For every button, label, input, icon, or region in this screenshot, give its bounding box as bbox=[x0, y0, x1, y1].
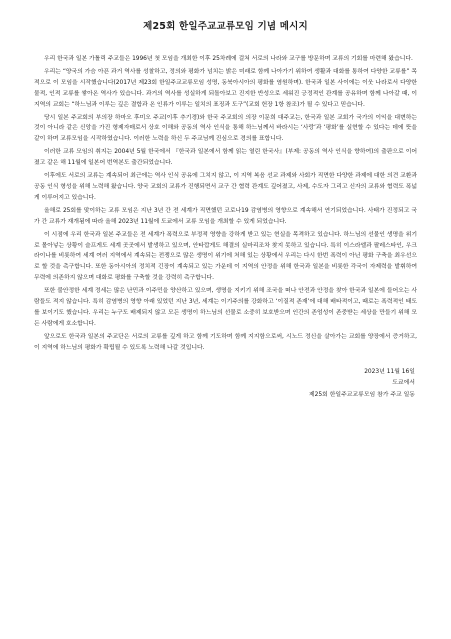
document-signatory: 제25회 한일주교교류모임 참가 주교 일동 bbox=[308, 391, 415, 398]
paragraph: 이후에도 서로의 교류는 계속되어 최근에는 역사 인식 공유에 그치지 않고, 이 지역 복음 선교 과제와 사회가 직면한 다양한 과제에 대한 의견 교환과 공동 인식 형성을 위해 노력해 왔습니다. 양국 교회의 교류가 진행되면서 교구 간 협력 관계도 깊어졌고, 사제, 수도자 그리고 신자의 교류와 협력도 폭넓게 이루어지고 있습니다. bbox=[34, 173, 417, 201]
paragraph: 올해로 25회를 맞이하는 교류 모임은 지난 3년 간 전 세계가 직면했던 코로나19 감염병의 영향으로 계속해서 연기되었습니다. 사태가 진정되고 국가 간 교류가 재개됨에 따라 올해 2023년 11월에 도쿄에서 교류 모임을 개최할 수 있게 되었습니다. bbox=[34, 207, 417, 225]
paragraph: 우리는 “양국의 가슴 아픈 과거 역사를 성찰하고, 정의와 평화가 넘치는 밝은 미래로 함께 나아가기 위하여 생활과 대화를 통하여 다양한 교류를” 목적으로 이 모임을 시작했습니다(2017년 제23회 한일주교교류모임 성명, 동북아시아의 평화를 염원하며). 한국과 일본 사이에는 이웃 나라로서 다양한 물적, 인적 교류를 쌓아온 역사가 있습니다. 과거의 역사를 성실하게 되돌아보고 진지한 반성으로 세워진 긍정적인 관계를 공유하며 함께 나아갈 때, 이 지역의 교회는 “하느님과 이루는 깊은 결합과 온 인류가 이루는 일치의 표징과 도구”(교회 헌장 1항 참조)가 될 수 있다고 믿습니다. bbox=[34, 68, 417, 108]
document-body bbox=[34, 54, 417, 354]
paragraph: 우리 한국과 일본 가톨릭 주교들은 1996년 첫 모임을 개최한 이후 25차례에 걸쳐 서로의 나라와 교구를 방문하며 교류의 기회를 마련해 왔습니다. bbox=[44, 56, 413, 62]
paragraph: 또한 불안정한 세계 정세는 많은 난민과 이주민을 양산하고 있으며, 생명을 지키기 위해 조국을 떠나 안전과 안정을 찾아 한국과 일본에 들어오는 사람들도 적지 않습니다. 특히 감염병의 영향 아래 있었던 지난 3년, 세계는 이기주의를 강화하고 ‘이질적 존재’에 대해 배타적이고, 때로는 폭력적인 태도를 보이기도 했습니다. 우리는 누구도 배제되지 않고 모든 생명이 하느님의 선물로 소중히 보호받으며 인간의 존엄성이 존중받는 세상을 만들기 위해 모든 사람에게 호소합니다. bbox=[34, 288, 417, 327]
document-title: 제25회 한일주교교류모임 기념 메시지 bbox=[143, 21, 308, 32]
paragraph: 앞으로도 한국과 일본의 주교단은 서로의 교류를 깊게 하고 함께 기도하며 함께 지지함으로써, 시노드 정신을 살아가는 교회를 양장에서 증거하고, 이 지역에 하느님의 평화가 확립될 수 있도록 노력해 나갈 것입니다. bbox=[34, 333, 417, 351]
paragraph: 당시 일본 주교회의 부의장 하마오 후미오 주교(이후 추기경)와 한국 주교회의 의장 이문희 대주교는, 한국과 일본 교회가 국가의 이익을 대변하는 것이 아니라 같은 신앙을 가진 형제자매로서 상호 이해와 공동의 역사 인식을 통해 하느님께서 바라시는 ‘사랑’과 ‘평화’를 실현할 수 있다는 데에 뜻을 같이 하며 교류모임을 시작하였습니다. 이러한 노력을 하신 두 주교님께 진심으로 경의를 표합니다. bbox=[34, 114, 417, 143]
paragraph: 이 시점에 우리 한국과 일본 주교들은 전 세계가 폭력으로 부정적 영향을 강하게 받고 있는 현실을 목격하고 있습니다. 하느님의 선물인 생명을 위기로 몰아넣는 상황이 슬프게도 세계 곳곳에서 발생하고 있으며, 안타깝게도 해결의 실마리조차 찾지 못하고 있습니다. 특히 이스라엘과 팔레스타인, 우크라이나를 비롯하여 세계 여러 지역에서 계속되는 전쟁으로 많은 생명이 위기에 처해 있는 상황에서 우리는 다시 한번 폭력이 아닌 평화 구축을 최우선으로 할 것을 촉구합니다. 또한 동아시아의 정치적 긴장이 계속되고 있는 가운데 이 지역의 안정을 위해 한국과 일본을 비롯한 각국이 자제력을 발휘하여 무력에 의존하지 않으며 대화로 평화를 구축할 것을 강력히 촉구합니다. bbox=[34, 231, 417, 282]
signature-block bbox=[34, 367, 417, 402]
document-date: 2023년 11월 16일 bbox=[364, 368, 415, 375]
paragraph: 이러한 교류 모임의 취지는 2004년 5월 한국에서 『한국과 일본에서 함께 읽는 열린 한국사』(부제: 공동의 역사 인식을 향하여)의 출판으로 이어졌고 같은 해 11월에 일본어 번역본도 출간되었습니다. bbox=[34, 149, 417, 167]
document-place: 도쿄에서 bbox=[392, 380, 415, 387]
